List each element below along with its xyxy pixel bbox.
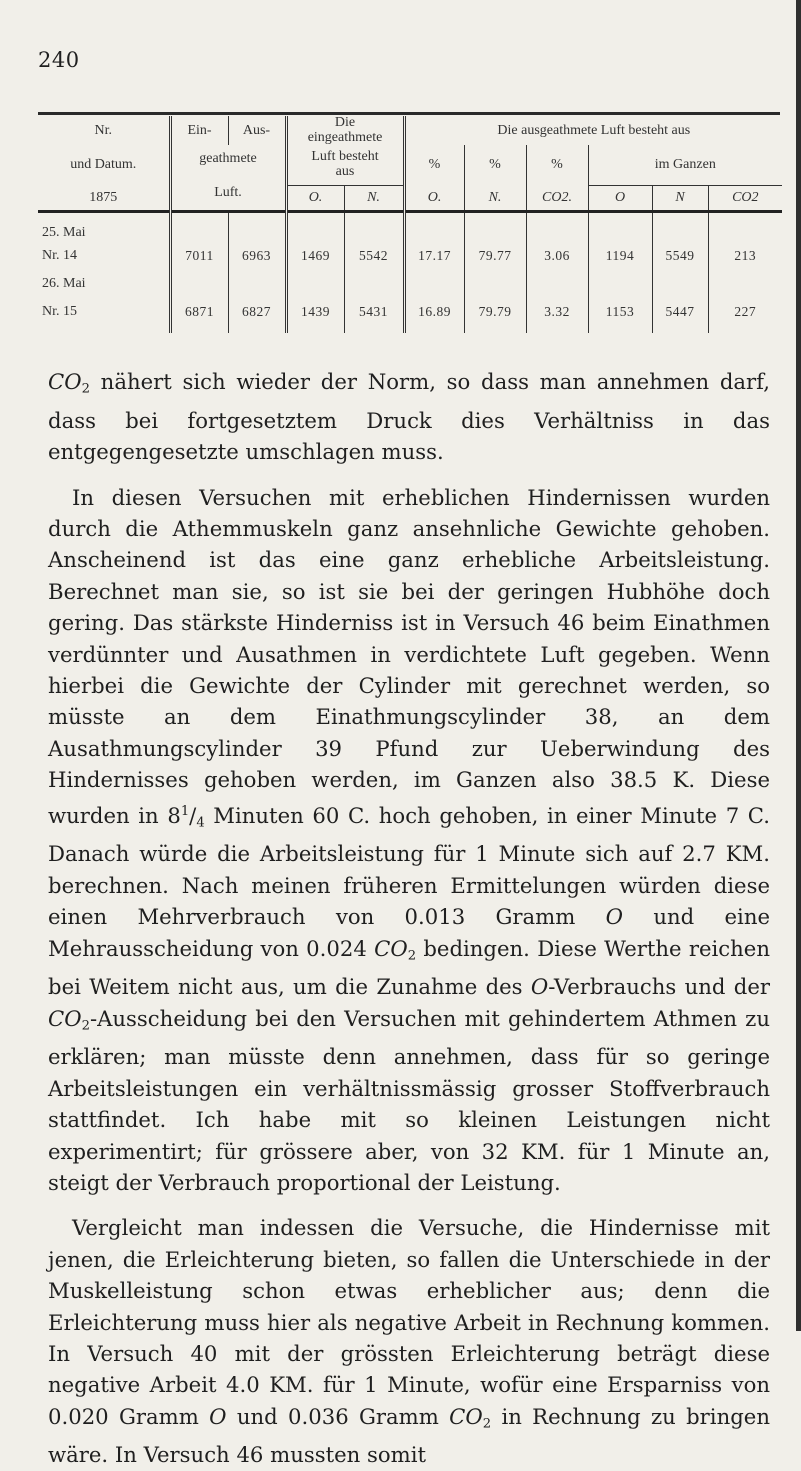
table-row-date	[38, 271, 782, 297]
header-nr: Nr.	[94, 122, 112, 138]
row2-pct-co2: 3.32	[526, 297, 588, 327]
table-top-rule	[38, 112, 780, 115]
header-inhaled-line3: Luft besteht	[311, 149, 379, 165]
page-number: 240	[38, 48, 80, 72]
row2-in-o: 1439	[286, 297, 344, 327]
row1-g-o: 1194	[588, 241, 652, 271]
paragraph-3	[48, 1212, 770, 1471]
header-geathmete: geathmete	[170, 145, 286, 185]
row2-g-n: 5447	[652, 297, 708, 327]
header-aus: Aus-	[228, 116, 286, 145]
subscript: 2	[482, 1416, 492, 1432]
row2-pct-o: 16.89	[404, 297, 464, 327]
row1-in-n: 5542	[344, 241, 404, 271]
co2-term: CO	[449, 1403, 483, 1429]
gas-exchange-table	[38, 116, 782, 333]
fraction-numerator: 1	[180, 803, 190, 819]
row1-nr: Nr. 14	[42, 248, 77, 264]
header-pct-co2-sign: %	[526, 145, 588, 185]
co2-term: CO	[48, 1005, 82, 1031]
row1-g-n: 5549	[652, 241, 708, 271]
row1-g-co2: 213	[708, 241, 782, 271]
paragraph-2-text-d: bedingen. Diese Werthe reichen bei Weitem nicht aus, um die Zunahme des	[48, 935, 770, 1000]
row2-pct-n: 79.79	[464, 297, 526, 327]
paragraph-2-text-b: Minuten 60 C. hoch gehoben, in einer Minute 7 C. Danach würde die Arbeitsleistung für 1 Minute sich auf 2.7 KM. berechnen. Nach meinen früheren Ermittelungen würden diese einen Mehrverbrauch von 0.013 Gramm	[48, 802, 770, 930]
header-exhaled-title: Die ausgeathmete Luft besteht aus	[404, 116, 782, 145]
header-im-ganzen: im Ganzen	[588, 145, 782, 185]
row1-pct-n: 79.77	[464, 241, 526, 271]
header-inhaled-line2: eingeathmete	[307, 129, 383, 145]
row1-in-o: 1469	[286, 241, 344, 271]
row1-pct-o: 17.17	[404, 241, 464, 271]
co2-term: CO	[374, 935, 408, 961]
paragraph-2: In diesen Versuchen mit erheblichen Hindernissen wurden durch die Athemmuskeln ganz ansehnliche Gewichte gehoben. Anscheinend ist das eine ganz erhebliche Arbeitsleistung. Berechnet man sie, so ist sie bei der geringen Hubhöhe doch gering. Das stärkste Hinderniss ist in Versuch 46 beim Einathmen verdünnter und Ausathmen in verdichtete Luft gegeben. Wenn hierbei die Gewichte der Cylinder mit gerechnet werden, so müsste an dem Einathmungscylinder 38, an dem Ausathmungscylinder 39 Pfund zur Ueberwindung des Hindernisses gehoben werden, im Ganzen also 38.5 K. Diese wurden in $8^1/_4$ Minuten 60 C. hoch gehoben, in einer Minute 7 C. Danach würde die Arbeitsleistung für 1 Minute sich auf 2.7 KM. berechnen. Nach meinen früheren Ermittelungen würden diese einen Mehrverbrauch von 0.013 Gramm O und eine Mehrausscheidung von 0.024 $CO_2$ bedingen. Diese Werthe reichen bei Weitem nicht aus, um die Zunahme des O-Verbrauchs und der $CO_2$-Ausscheidung bei den Versuchen mit gehindertem Athmen zu erklären; man müsste denn annehmen, dass für so geringe Arbeitsleistungen ein verhältnissmässig grosser Stoffverbrauch stattfindet. Ich habe mit so kleinen Leistungen nicht experimentirt; für grössere aber, von 32 KM. für 1 Minute an, steigt der Verbrauch proportional der Leistung.	[48, 484, 771, 1195]
header-pct-n: N.	[464, 185, 526, 211]
row2-ein: 6871	[170, 297, 228, 327]
table-row-date	[38, 211, 782, 241]
table-bottom-spacer	[38, 327, 782, 333]
header-year: 1875	[38, 185, 170, 211]
row2-g-o: 1153	[588, 297, 652, 327]
subscript: 2	[407, 947, 417, 963]
header-inhaled-line4: aus	[335, 164, 355, 180]
row1-ein: 7011	[170, 241, 228, 271]
table-row	[38, 241, 782, 271]
oxygen-term: O	[209, 1403, 227, 1429]
header-g-o: O	[588, 185, 652, 211]
paragraph-1-text: nähert sich wieder der Norm, so dass man annehmen darf, dass bei fortgesetztem Druck dies Verhältniss in das entgegengesetzte umschlagen muss.	[48, 369, 770, 465]
header-g-co2: CO2	[708, 185, 782, 211]
oxygen-term: O	[605, 904, 624, 930]
header-pct-n-sign: %	[464, 145, 526, 185]
row1-date: 25. Mai	[42, 225, 86, 241]
row1-pct-co2: 3.06	[526, 241, 588, 271]
header-in-n: N.	[344, 185, 404, 211]
paragraph-3-text-c: in Rechnung zu bringen wäre. In Versuch 46 mussten somit	[48, 1403, 770, 1468]
header-inhaled-line1: Die	[334, 115, 356, 130]
header-in-o: O.	[286, 185, 344, 211]
paragraph-2-text-f: -Ausscheidung bei den Versuchen mit gehindertem Athmen zu erklären; man müsste denn annehmen, dass für so geringe Arbeitsleistungen ein verhältnissmässig grosser Stoffverbrauch stattfindet. Ich habe mit so kleinen Leistungen nicht experimentirt; für grössere aber, von 32 KM. für 1 Minute an, steigt der Verbrauch proportional der Leistung.	[48, 1005, 770, 1195]
paragraph-2-text-e: -Verbrauchs und der	[548, 974, 771, 1000]
row1-aus: 6963	[228, 241, 286, 271]
header-inhaled	[286, 116, 404, 145]
header-g-n: N	[652, 185, 708, 211]
paragraph-2-text-a: In diesen Versuchen mit erheblichen Hindernissen wurden durch die Athemmuskeln ganz ansehnliche Gewichte gehoben. Anscheinend ist das eine ganz erhebliche Arbeitsleistung. Berechnet man sie, so ist sie bei der geringen Hubhöhe doch gering. Das stärkste Hinderniss ist in Versuch 46 beim Einathmen verdünnter und Ausathmen in verdichtete Luft gegeben. Wenn hierbei die Gewichte der Cylinder mit gerechnet werden, so müsste an dem Einathmungscylinder 38, an dem Ausathmungscylinder 39 Pfund zur Ueberwindung des Hindernisses gehoben werden, im Ganzen also 38.5 K. Diese wurden in 8	[48, 484, 770, 828]
header-und-datum: und Datum.	[70, 157, 137, 173]
header-luft: Luft.	[170, 185, 286, 211]
subscript: 2	[81, 381, 90, 397]
paragraph-2-text-c: und eine Mehrausscheidung von 0.024	[48, 904, 770, 961]
row2-aus: 6827	[228, 297, 286, 327]
row2-date: 26. Mai	[42, 276, 86, 292]
oxygen-term: O	[530, 974, 549, 1000]
paragraph-3-text-b: und 0.036 Gramm	[226, 1403, 450, 1429]
page-edge-shadow	[796, 0, 801, 1331]
row2-nr: Nr. 15	[42, 304, 77, 320]
paragraph-3-text-a: Vergleicht man indessen die Versuche, die Hindernisse mit jenen, die Erleichterung bieten, so fallen die Unterschiede in der Muskelleistung schon etwas erheblicher aus; denn die Erleichterung muss hier als negative Arbeit in Rechnung kommen. In Versuch 40 mit der grössten Erleichterung beträgt diese negative Arbeit 4.0 KM. für 1 Minute, wofür eine Ersparniss von 0.020 Gramm	[48, 1215, 770, 1429]
header-inhaled-sub	[286, 145, 404, 185]
row2-in-n: 5431	[344, 297, 404, 327]
header-pct-co2: CO2.	[526, 185, 588, 211]
header-pct-o-sign: %	[404, 145, 464, 185]
body-text	[48, 366, 770, 1471]
subscript: 2	[81, 1017, 90, 1033]
fraction-denominator: 4	[196, 814, 205, 830]
header-pct-o: O.	[404, 185, 464, 211]
paragraph-1	[48, 366, 770, 468]
table-row	[38, 297, 782, 327]
header-ein: Ein-	[170, 116, 228, 145]
co2-term: CO	[48, 369, 82, 394]
row2-g-co2: 227	[708, 297, 782, 327]
